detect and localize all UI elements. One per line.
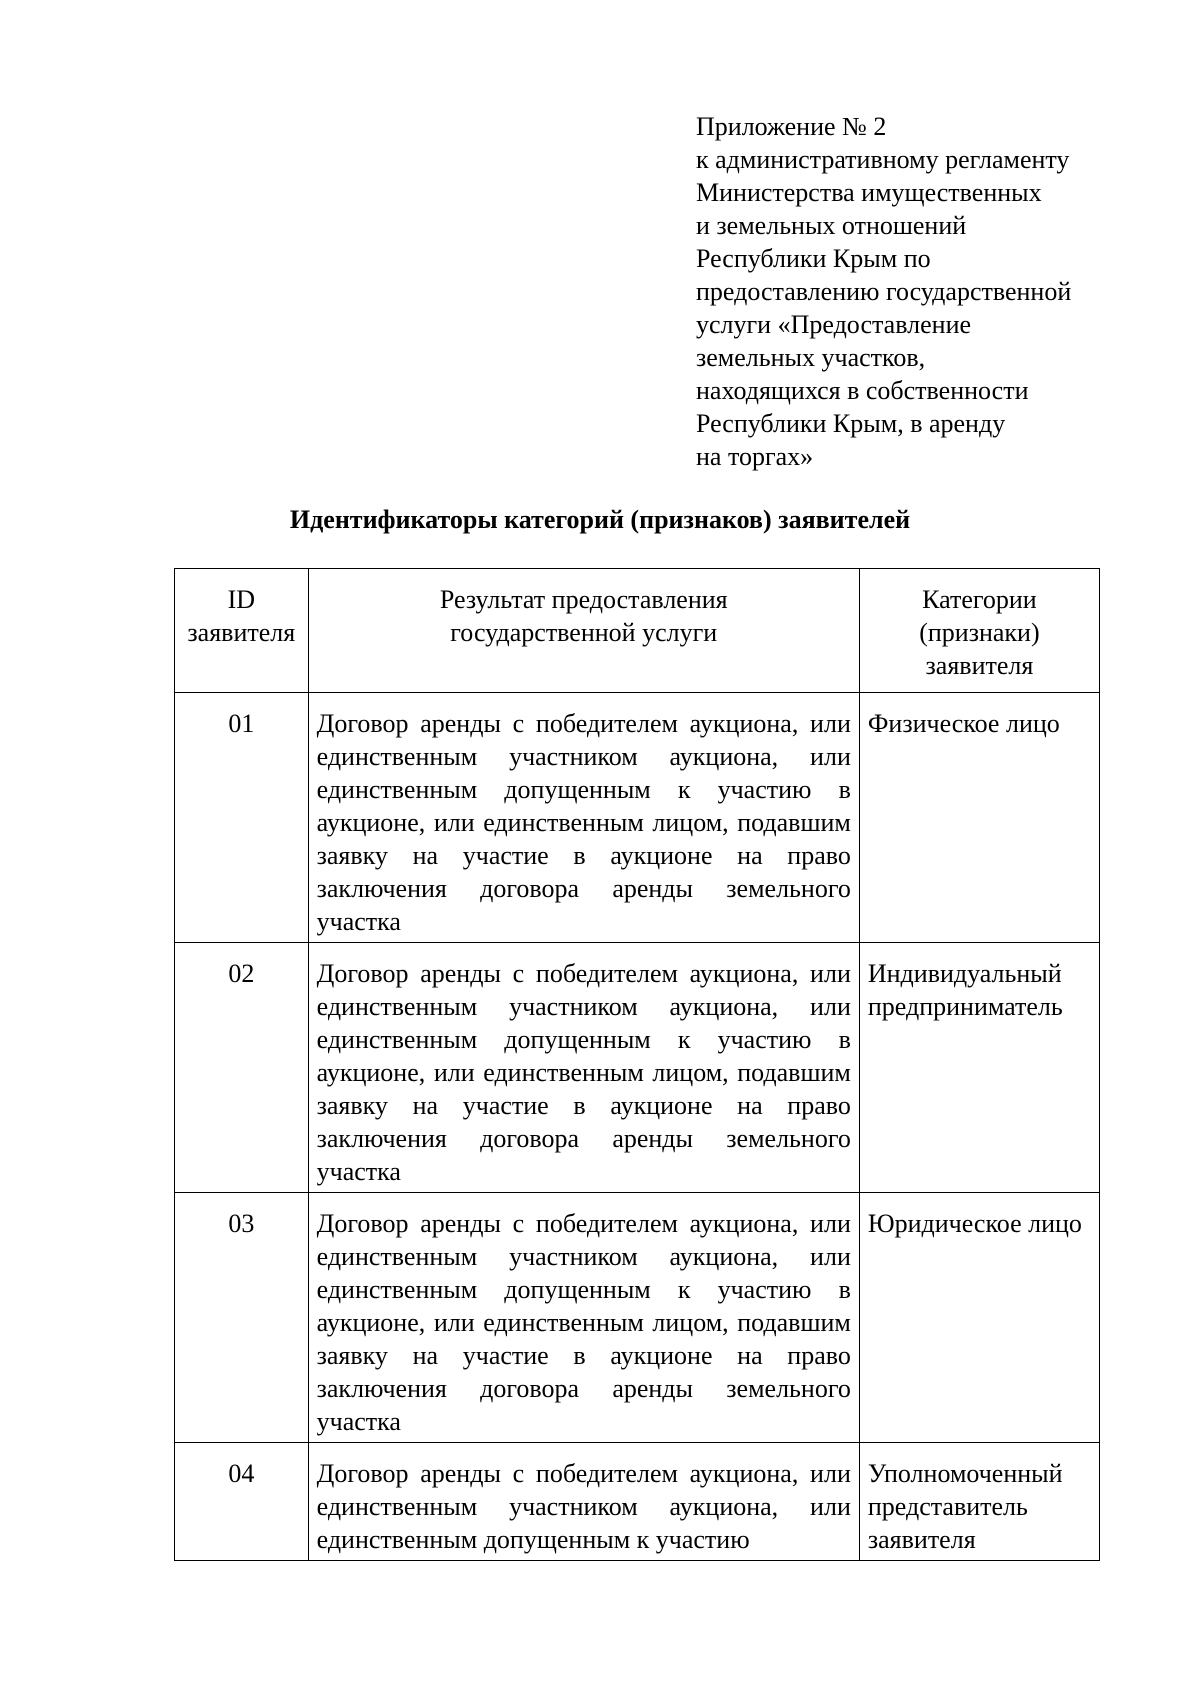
cell-applicant-category: Физическое лицо <box>859 693 1099 943</box>
cell-service-result: Договор аренды с победителем аукциона, или единственным участником аукциона, или единственным допущенным к участию в аукционе, или единственным лицом, подавшим заявку на участие в аукционе на право заключения договора аренды земельного участка <box>308 693 859 943</box>
cell-applicant-category: Индивидуальный предприниматель <box>859 943 1099 1193</box>
header-category <box>859 569 1099 693</box>
appendix-line: Министерства имущественных <box>696 178 1042 207</box>
cell-applicant-id: 02 <box>175 943 309 1193</box>
appendix-line: Республики Крым, в аренду <box>696 409 1006 438</box>
appendix-line: и земельных отношений <box>696 211 967 240</box>
appendix-line: услуги «Предоставление <box>696 310 972 339</box>
cell-service-result: Договор аренды с победителем аукциона, или единственным участником аукциона, или единственным допущенным к участию в аукционе, или единственным лицом, подавшим заявку на участие в аукционе на право заключения договора аренды земельного участка <box>308 943 859 1193</box>
header-id-line: заявителя <box>187 618 296 647</box>
header-id <box>175 569 309 693</box>
table-row <box>175 1193 1100 1443</box>
table-row <box>175 693 1100 943</box>
appendix-line: предоставлению государственной <box>696 277 1072 306</box>
header-id-line: ID <box>227 585 256 614</box>
cell-service-result: Договор аренды с победителем аукциона, или единственным участником аукциона, или единственным допущенным к участию в аукционе, или единственным лицом, подавшим заявку на участие в аукционе на право заключения договора аренды земельного участка <box>308 1193 859 1443</box>
table-row <box>175 943 1100 1193</box>
document-title: Идентификаторы категорий (признаков) заявителей <box>289 505 911 534</box>
header-category-line: (признаки) <box>919 618 1040 647</box>
appendix-header <box>696 110 1166 473</box>
cell-service-result: Договор аренды с победителем аукциона, или единственным участником аукциона, или единственным допущенным к участию <box>308 1443 859 1561</box>
appendix-line: земельных участков, <box>696 343 926 372</box>
header-result-line: Результат предоставления <box>439 585 728 614</box>
header-result-line: государственной услуги <box>450 618 718 647</box>
appendix-line: к административному регламенту <box>696 145 1070 174</box>
appendix-line: Республики Крым по <box>696 244 931 273</box>
header-result <box>308 569 859 693</box>
cell-applicant-id: 01 <box>175 693 309 943</box>
appendix-line: Приложение № 2 <box>696 112 887 141</box>
table-row <box>175 1443 1100 1561</box>
cell-applicant-category: Уполномоченный представитель заявителя <box>859 1443 1099 1561</box>
cell-applicant-id: 04 <box>175 1443 309 1561</box>
cell-applicant-id: 03 <box>175 1193 309 1443</box>
cell-applicant-category: Юридическое лицо <box>859 1193 1099 1443</box>
appendix-line: на торгах» <box>696 442 814 471</box>
header-category-line: Категории <box>922 585 1037 614</box>
appendix-line: находящихся в собственности <box>696 376 1029 405</box>
table-header-row <box>175 569 1100 693</box>
applicant-categories-table <box>174 568 1100 1561</box>
header-category-line: заявителя <box>925 651 1034 680</box>
